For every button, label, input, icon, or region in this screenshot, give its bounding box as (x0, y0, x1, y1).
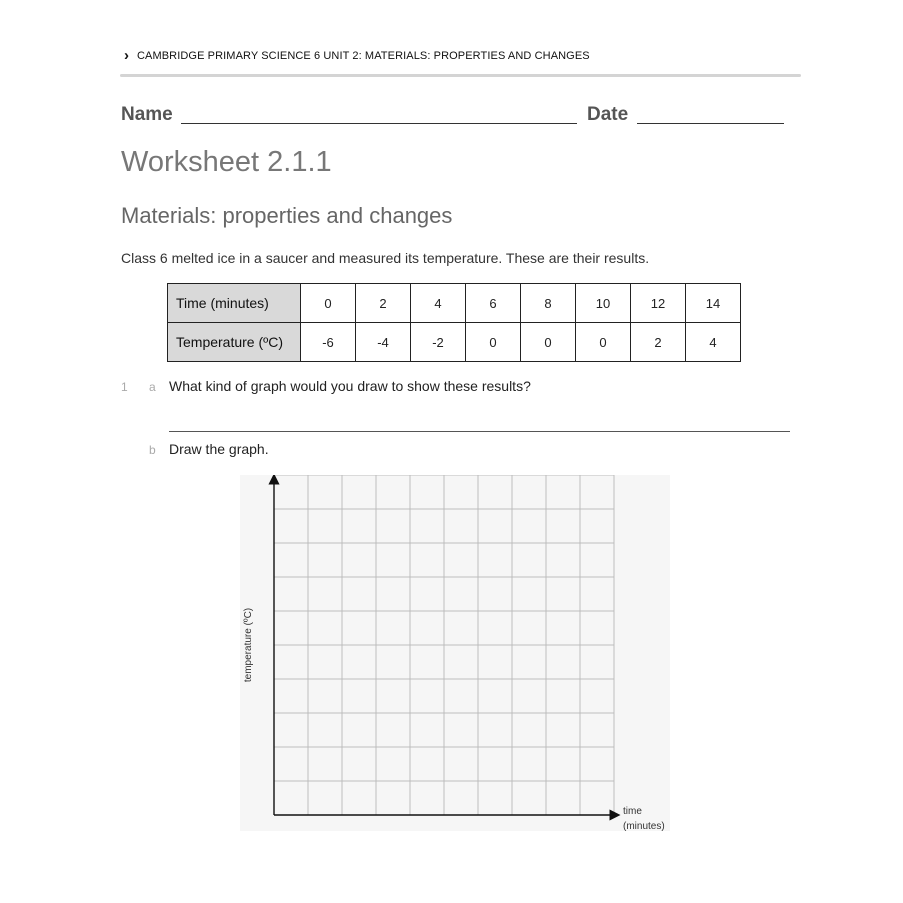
question-number: 1 (121, 380, 128, 394)
header-text: CAMBRIDGE PRIMARY SCIENCE 6 UNIT 2: MATERIALS: PROPERTIES AND CHANGES (137, 49, 590, 62)
header-divider (120, 74, 801, 77)
table-cell: 0 (466, 323, 521, 362)
table-cell: 14 (686, 284, 741, 323)
table-cell: -6 (301, 323, 356, 362)
question-b-letter: b (149, 443, 156, 457)
table-row (168, 284, 741, 323)
page-header (124, 48, 590, 63)
row-header-time: Time (minutes) (168, 284, 301, 323)
table-cell: 0 (521, 323, 576, 362)
date-label: Date (587, 104, 629, 125)
table-cell: -4 (356, 323, 411, 362)
table-cell: 0 (301, 284, 356, 323)
graph-area (240, 475, 670, 835)
table-row (168, 323, 741, 362)
table-cell: -2 (411, 323, 466, 362)
x-axis-label-line2: (minutes) (623, 821, 665, 832)
table-cell: 2 (356, 284, 411, 323)
x-axis-label-line1: time (623, 806, 642, 817)
worksheet-subtitle: Materials: properties and changes (121, 203, 453, 228)
y-axis-label: temperature (ºC) (243, 607, 254, 683)
table-cell: 10 (576, 284, 631, 323)
table-cell: 0 (576, 323, 631, 362)
table-cell: 6 (466, 284, 521, 323)
date-field[interactable] (637, 123, 784, 124)
answer-line[interactable] (169, 431, 790, 432)
table-cell: 8 (521, 284, 576, 323)
name-field[interactable] (181, 123, 577, 124)
table-cell: 2 (631, 323, 686, 362)
table-cell: 4 (686, 323, 741, 362)
blank-graph[interactable] (240, 475, 670, 835)
table-cell: 12 (631, 284, 686, 323)
question-a-letter: a (149, 380, 156, 394)
worksheet-title: Worksheet 2.1.1 (121, 146, 332, 178)
chevron-right-icon: › (124, 47, 129, 64)
name-label: Name (121, 104, 173, 125)
table-cell: 4 (411, 284, 466, 323)
graph-background (240, 475, 670, 831)
intro-text: Class 6 melted ice in a saucer and measured its temperature. These are their results. (121, 250, 650, 266)
row-header-temperature: Temperature (ºC) (168, 323, 301, 362)
results-table (167, 283, 741, 362)
question-b-text: Draw the graph. (169, 441, 269, 457)
question-a-text: What kind of graph would you draw to show these results? (169, 378, 531, 394)
